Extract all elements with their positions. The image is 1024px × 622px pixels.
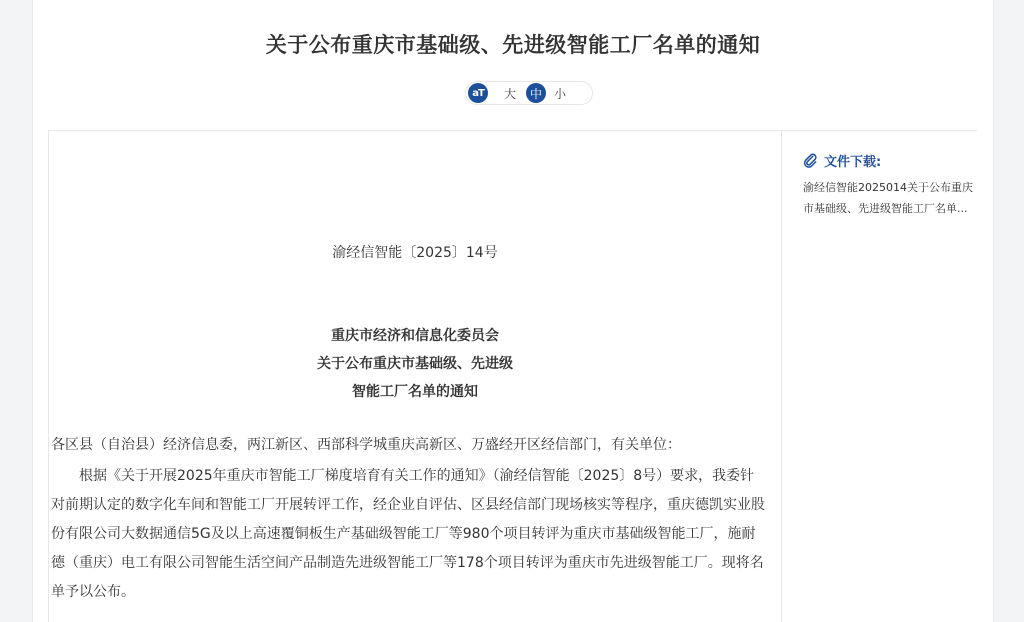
document-paragraph: 根据《关于开展2025年重庆市智能工厂梯度培育有关工作的通知》（渝经信智能〔2025〕8号）要求，我委针对前期认定的数字化车间和智能工厂开展转评工作，经企业自评估、区县经信部门现场核实等程序，重庆德凯实业股份有限公司大数据通信5G及以上高速覆铜板生产基础级智能工厂等980个项目转评为重庆市基础级智能工厂，施耐德（重庆）电工有限公司智能生活空间产品制造先进级智能工厂等178个项目转评为重庆市先进级智能工厂。现将名单予以公布。: [51, 468, 765, 600]
document-heading-line: 智能工厂名单的通知: [352, 384, 478, 400]
font-size-icon: aT: [468, 83, 488, 103]
paperclip-icon: [803, 153, 818, 168]
document-heading-line: 关于公布重庆市基础级、先进级: [317, 356, 513, 372]
download-file-link[interactable]: 渝经信智能2025014关于公布重庆市基础级、先进级智能工厂名单...: [803, 181, 973, 215]
document-heading: [49, 322, 781, 406]
document-salutation: 各区县（自治县）经济信息委，两江新区、西部科学城重庆高新区、万盛经开区经信部门，有关单位：: [51, 437, 681, 453]
font-size-small-button[interactable]: 小: [553, 86, 566, 101]
font-size-large-button[interactable]: 大: [503, 86, 516, 101]
document-heading-line: 重庆市经济和信息化委员会: [331, 328, 499, 344]
document-body: [48, 131, 782, 622]
font-size-medium-button[interactable]: 中: [526, 83, 546, 103]
download-title-label: 文件下载:: [824, 155, 882, 170]
font-size-switcher: [465, 81, 593, 105]
article-page: [32, 0, 994, 622]
page-title: 关于公布重庆市基础级、先进级智能工厂名单的通知: [265, 33, 761, 57]
document-number: 渝经信智能〔2025〕14号: [332, 245, 498, 261]
download-title: [803, 151, 881, 170]
